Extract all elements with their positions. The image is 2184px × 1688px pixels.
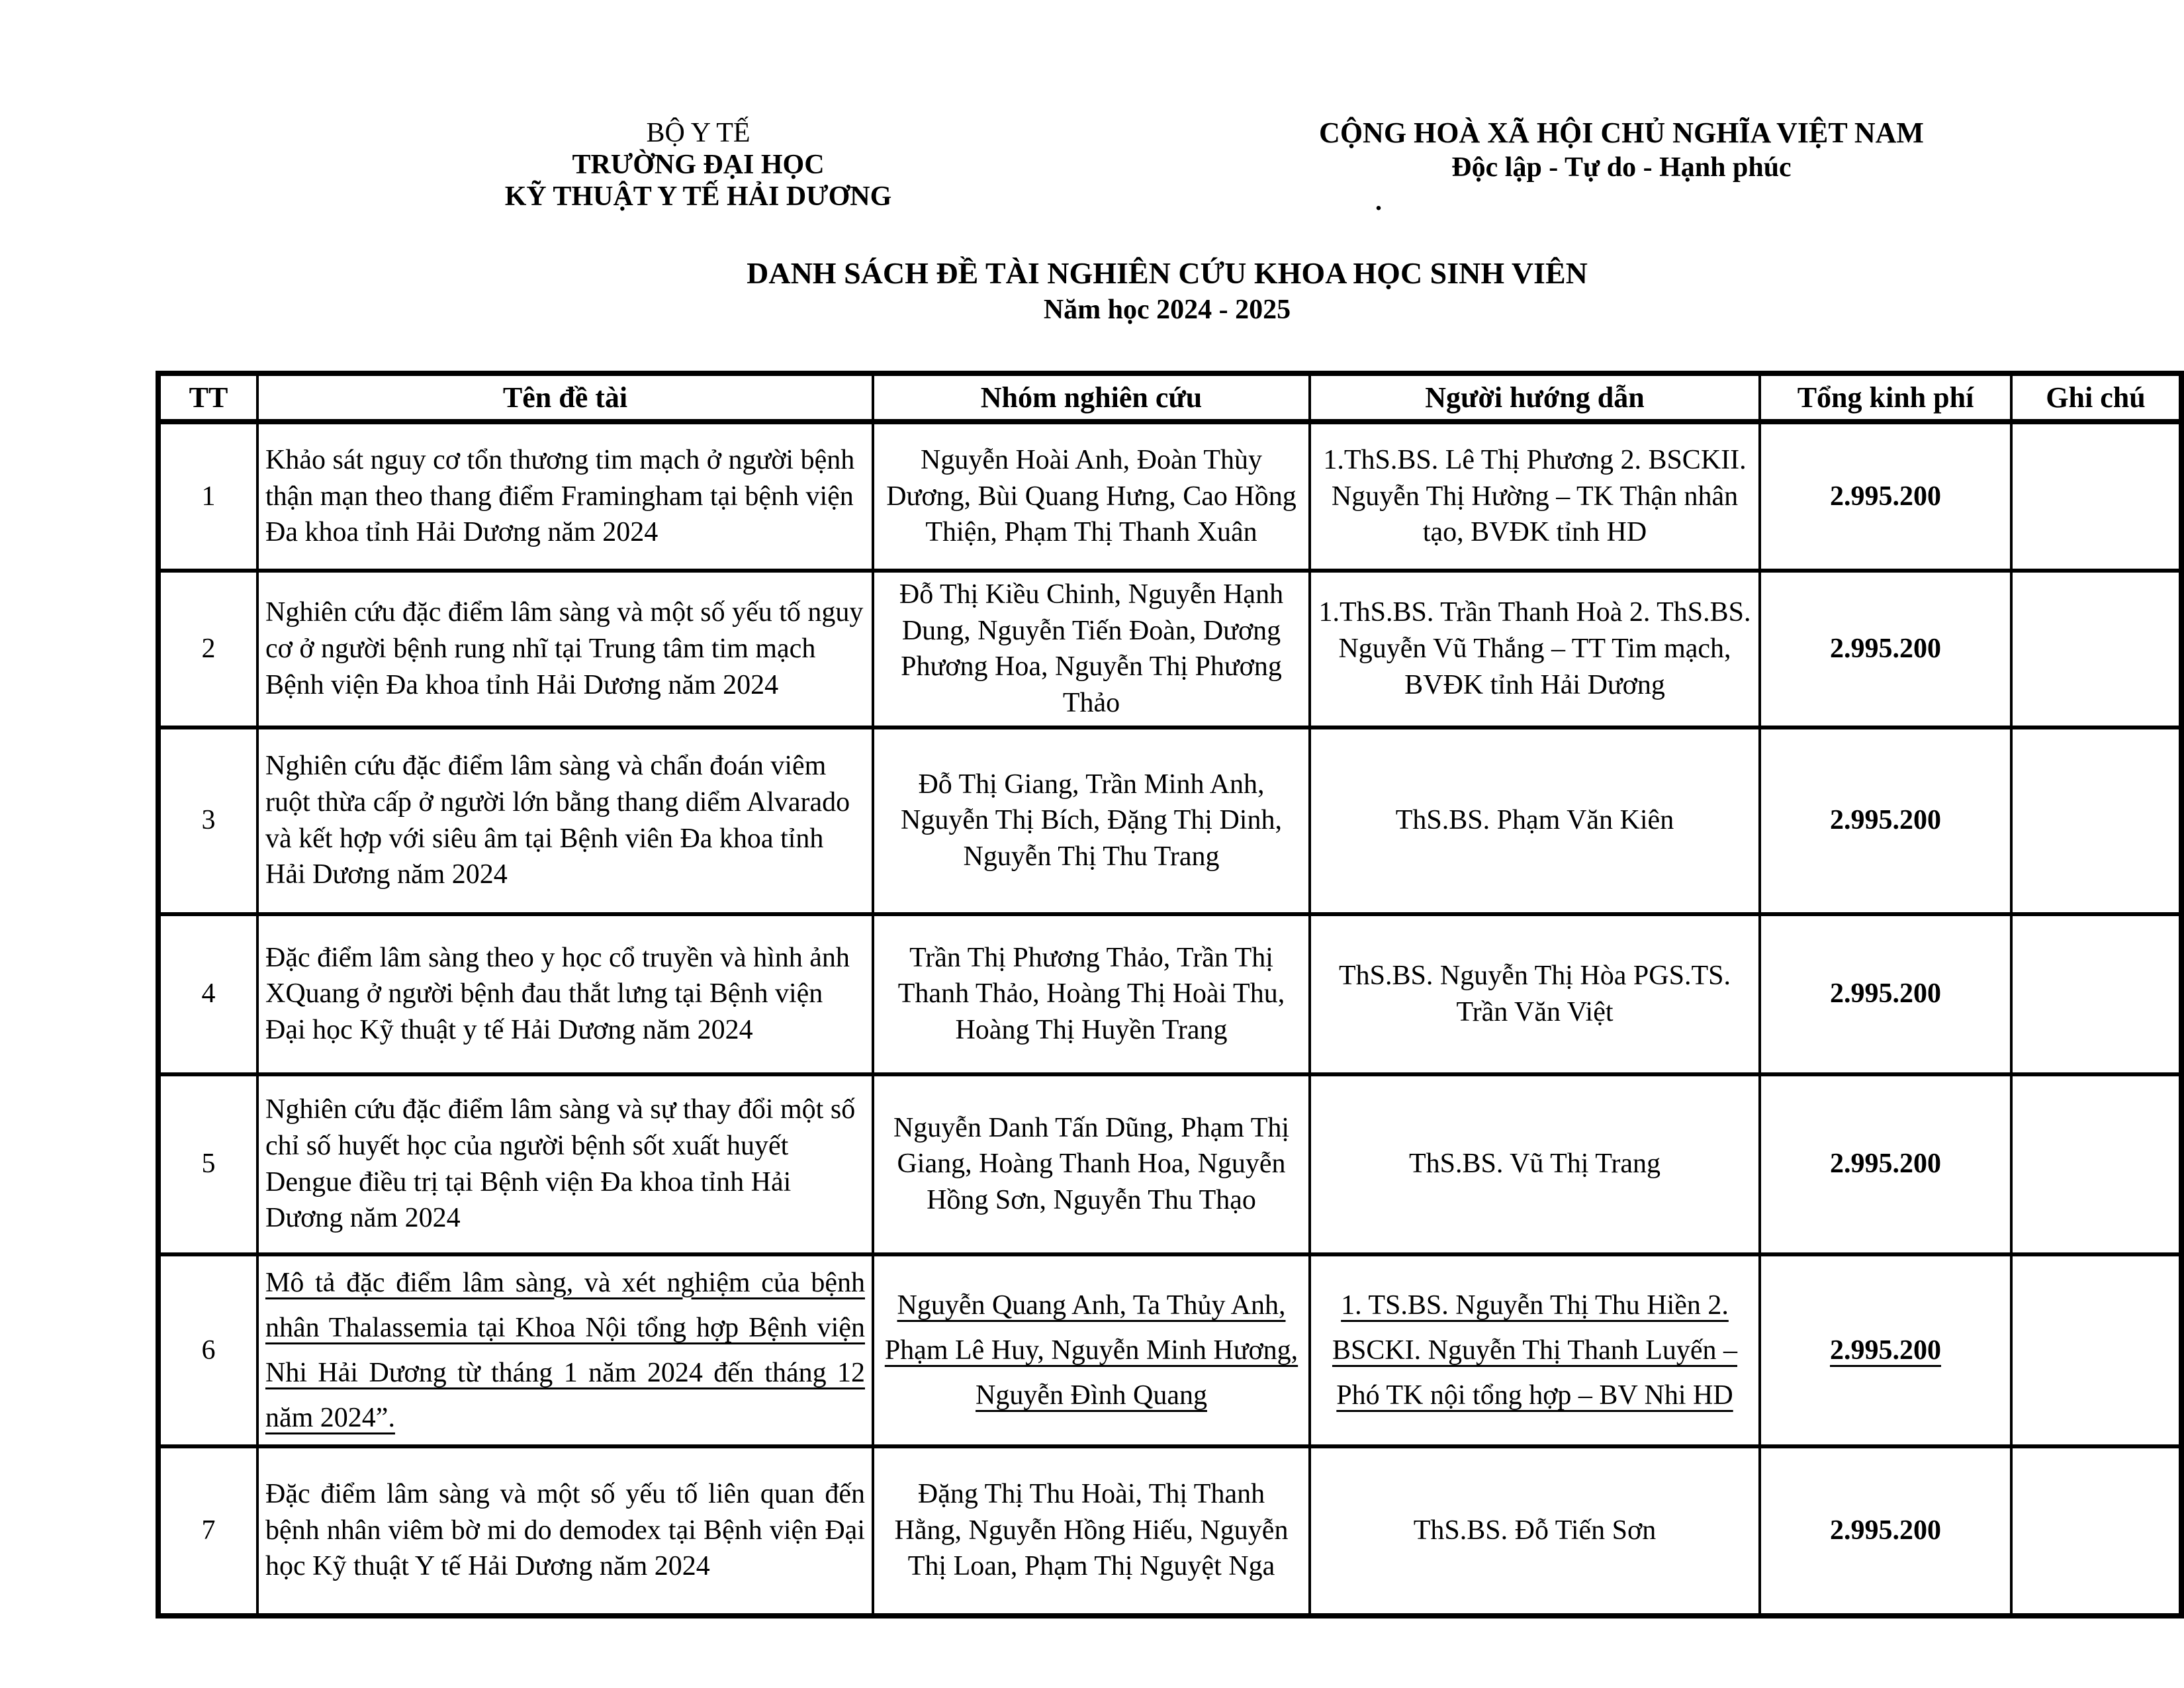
group-cell: Nguyễn Quang Anh, Ta Thủy Anh, Phạm Lê Huy, Nguyễn Minh Hương, Nguyễn Đình Quang [873,1254,1310,1446]
topic-cell: Nghiên cứu đặc điểm lâm sàng và một số yếu tố nguy cơ ở người bệnh rung nhĩ tại Trung tâm tim mạch Bệnh viện Đa khoa tỉnh Hải Dương năm 2024 [257,571,873,727]
national-motto-block [1251,116,1992,184]
topic-cell: Đặc điểm lâm sàng theo y học cổ truyền và hình ảnh XQuang ở người bệnh đau thắt lưng tại Bệnh viện Đại học Kỹ thuật y tế Hải Dương năm 2024 [257,914,873,1074]
budget-cell: 2.995.200 [1760,422,2011,571]
col-header-budget: Tổng kinh phí [1760,373,2011,422]
topic-cell: Mô tả đặc điểm lâm sàng, và xét nghiệm của bệnh nhân Thalassemia tại Khoa Nội tổng hợp Bệnh viện Nhi Hải Dương từ tháng 1 năm 2024 đến tháng 12 năm 2024”. [257,1254,873,1446]
col-header-supervisor: Người hướng dẫn [1310,373,1760,422]
supervisor-cell: 1. TS.BS. Nguyễn Thị Thu Hiền 2. BSCKI. Nguyễn Thị Thanh Luyến – Phó TK nội tổng hợp – BV Nhi HD [1310,1254,1760,1446]
row-number: 2 [158,571,257,727]
row-number: 4 [158,914,257,1074]
col-header-note: Ghi chú [2011,373,2181,422]
supervisor-cell: ThS.BS. Nguyễn Thị Hòa PGS.TS. Trần Văn Việt [1310,914,1760,1074]
row-number: 6 [158,1254,257,1446]
row-number: 7 [158,1446,257,1616]
national-motto: Độc lập - Tự do - Hạnh phúc [1451,152,1792,183]
document-subtitle: Năm học 2024 - 2025 [1043,295,1291,326]
budget-cell: 2.995.200 [1760,1446,2011,1616]
note-cell [2011,422,2181,571]
supervisor-cell: ThS.BS. Đỗ Tiến Sơn [1310,1446,1760,1616]
university-name-line1: TRƯỜNG ĐẠI HỌC [572,149,825,180]
table-row [158,1074,2181,1254]
supervisor-cell: ThS.BS. Phạm Văn Kiên [1310,727,1760,914]
supervisor-cell: 1.ThS.BS. Trần Thanh Hoà 2. ThS.BS. Nguyễn Vũ Thắng – TT Tim mạch, BVĐK tỉnh Hải Dương [1310,571,1760,727]
topic-cell: Khảo sát nguy cơ tổn thương tim mạch ở người bệnh thận mạn theo thang điểm Framingham tại bệnh viện Đa khoa tỉnh Hải Dương năm 2024 [257,422,873,571]
research-topics-table [156,371,2184,1618]
ministry-name: BỘ Y TẾ [646,118,751,148]
group-cell: Nguyễn Danh Tấn Dũng, Phạm Thị Giang, Hoàng Thanh Hoa, Nguyễn Hồng Sơn, Nguyễn Thu Thạo [873,1074,1310,1254]
col-header-group: Nhóm nghiên cứu [873,373,1310,422]
table-row [158,727,2181,914]
topic-cell: Đặc điểm lâm sàng và một số yếu tố liên quan đến bệnh nhân viêm bờ mi do demodex tại Bệnh viện Đại học Kỹ thuật Y tế Hải Dương năm 2024 [257,1446,873,1616]
col-header-topic: Tên đề tài [257,373,873,422]
group-cell: Đỗ Thị Kiều Chinh, Nguyễn Hạnh Dung, Nguyễn Tiến Đoàn, Dương Phương Hoa, Nguyễn Thị Phương Thảo [873,571,1310,727]
row-number: 1 [158,422,257,571]
budget-cell: 2.995.200 [1760,571,2011,727]
row-number: 3 [158,727,257,914]
table-row [158,1446,2181,1616]
note-cell [2011,914,2181,1074]
topic-cell: Nghiên cứu đặc điểm lâm sàng và chẩn đoán viêm ruột thừa cấp ở người lớn bằng thang diểm Alvarado và kết hợp với siêu âm tại Bệnh viên Đa khoa tỉnh Hải Dương năm 2024 [257,727,873,914]
group-cell: Đặng Thị Thu Hoài, Thị Thanh Hằng, Nguyễn Hồng Hiếu, Nguyễn Thị Loan, Phạm Thị Nguyệt Nga [873,1446,1310,1616]
document-title-block [156,255,2179,329]
stray-mark: . [1375,186,1382,216]
university-name-line2: KỸ THUẬT Y TẾ HẢI DƯƠNG [504,181,892,212]
budget-cell: 2.995.200 [1760,914,2011,1074]
budget-cell: 2.995.200 [1760,727,2011,914]
row-number: 5 [158,1074,257,1254]
note-cell [2011,727,2181,914]
group-cell: Đỗ Thị Giang, Trần Minh Anh, Nguyễn Thị Bích, Đặng Thị Dinh, Nguyễn Thị Thu Trang [873,727,1310,914]
budget-cell: 2.995.200 [1760,1254,2011,1446]
col-header-tt: TT [158,373,257,422]
topic-cell: Nghiên cứu đặc điểm lâm sàng và sự thay đổi một số chỉ số huyết học của người bệnh sốt xuất huyết Dengue điều trị tại Bệnh viện Đa khoa tỉnh Hải Dương năm 2024 [257,1074,873,1254]
note-cell [2011,571,2181,727]
table-row [158,422,2181,571]
table-row [158,571,2181,727]
group-cell: Nguyễn Hoài Anh, Đoàn Thùy Dương, Bùi Quang Hưng, Cao Hồng Thiện, Phạm Thị Thanh Xuân [873,422,1310,571]
group-cell: Trần Thị Phương Thảo, Trần Thị Thanh Thảo, Hoàng Thị Hoài Thu, Hoàng Thị Huyền Trang [873,914,1310,1074]
note-cell [2011,1446,2181,1616]
table-header-row [158,373,2181,422]
table-row [158,914,2181,1074]
ministry-header-block [367,118,1029,213]
supervisor-cell: 1.ThS.BS. Lê Thị Phương 2. BSCKII. Nguyễn Thị Hường – TK Thận nhân tạo, BVĐK tỉnh HD [1310,422,1760,571]
supervisor-cell: ThS.BS. Vũ Thị Trang [1310,1074,1760,1254]
table-row [158,1254,2181,1446]
note-cell [2011,1254,2181,1446]
national-title: CỘNG HOÀ XÃ HỘI CHỦ NGHĨA VIỆT NAM [1319,117,1924,149]
document-title: DANH SÁCH ĐỀ TÀI NGHIÊN CỨU KHOA HỌC SINH VIÊN [747,256,1588,290]
budget-cell: 2.995.200 [1760,1074,2011,1254]
note-cell [2011,1074,2181,1254]
